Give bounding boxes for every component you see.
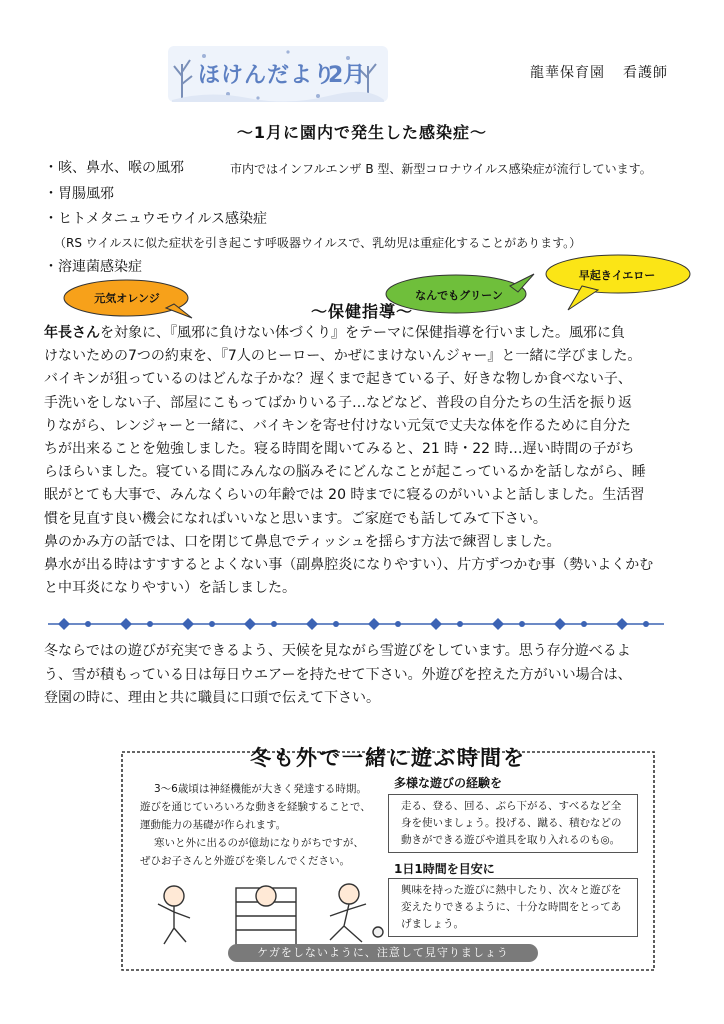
snowflake-mark [182,618,194,630]
panel-line: 身を使いましょう。投げる、蹴る、積むなどの [401,817,622,829]
snowflake-mark [58,618,70,630]
intro-line: ぜひお子さんと外遊びを楽しんでください。 [140,855,350,867]
box-title: 冬も外で一緒に遊ぶ時間を [250,746,526,770]
paragraph-line: う、雪が積もっている日は毎日ウエアーを持たせて下さい。外遊びを控えた方がいい場合は、 [44,666,632,683]
intro-line: 遊びを通じていろいろな動きを経験することで、 [140,801,371,813]
paragraph-line: けないための7つの約束を、『7人のヒーロー、かぜにまけないんジャー』と一緒に学びました。 [44,348,642,365]
paragraph-line: 慣を見直す良い機会になればいいなと思います。ご家庭でも話してみて下さい。 [44,510,547,527]
children-playing-illustration [144,882,384,952]
panel-line: 変えたりできるように、十分な時間をとってあ [401,901,622,913]
snowflake-dot [209,621,215,627]
snowflake-dot [333,621,339,627]
infection-item: ・胃腸風邪 [44,186,114,202]
panel-line: 動きができる遊びや道具を取り入れるのも◎。 [401,834,621,846]
safety-footer-bar: ケガをしないように、注意して見守りましょう [228,944,538,962]
panel-line: 興味を持った遊びに熱中したり、次々と遊びを [401,884,622,896]
paragraph-line: 眠がとても大事で、みんなくらいの年齢では 20 時までに寝るのがいいよと話しました。生活習 [44,487,645,504]
organization-info [530,62,668,82]
paragraph-line: バイキンが狙っているのはどんな子かな？遅くまで起きている子、好きな物しか食べない子、 [44,371,632,388]
snowflake-divider [44,614,690,634]
header-logo [168,44,388,104]
snowflake-mark [430,618,442,630]
yellow-bubble-label: 早起きイエロー [578,269,656,282]
infection-sub-note: （RS ウイルスに似た症状を引き起こす呼吸器ウイルスで、乳幼児は重症化することがあります。） [54,236,582,250]
snowflake-mark [306,618,318,630]
orange-bubble-label: 元気オレンジ [94,292,160,305]
infection-item: ・ヒトメタニュウモウイルス感染症 [44,211,268,227]
infection-item: ・溶連菌感染症 [44,259,142,275]
snowflake-mark [554,618,566,630]
paragraph-line: りながら、レンジャーと一緒に、バイキンを寄せ付けない元気で丈夫な体を作るために自分た [44,417,631,434]
paragraph-line: 鼻のかみ方の話では、口を閉じて鼻息でティッシュを揺らす方法で練習しました。 [44,533,561,550]
panel-line: 走る、登る、回る、ぶら下がる、すべるなど全 [401,800,622,812]
org-role: 看護師 [623,65,668,81]
snowflake-dot [85,621,91,627]
one-hour-panel [388,878,638,937]
paragraph-line: 冬ならではの遊びが充実できるよう、天候を見ながら雪遊びをしています。思う存分遊べるよ [44,643,631,659]
paragraph-line: 手洗いをしない子、部屋にこもってばかりいる子…などなど、普段の自分たちの生活を振り返 [44,394,632,411]
outdoor-play-box [118,742,658,974]
panel-line: げましょう。 [401,918,464,930]
snowflake-mark [368,618,380,630]
variety-panel [388,794,638,853]
snowflake-mark [244,618,256,630]
variety-heading: 多様な遊びの経験を [394,776,503,790]
one-hour-heading: 1日1時間を目安に [394,862,495,876]
line-text: を対象に、『風邪に負けない体づくり』をテーマに保健指導を行いました。風邪に負 [100,325,625,341]
intro-line: 運動能力の基礎が作られます。 [140,819,287,831]
section1-title: ～1月に園内で発生した感染症～ [236,123,488,142]
snowflake-dot [581,621,587,627]
org-name: 龍華保育園 [530,65,605,81]
green-bubble-label: なんでもグリーン [415,289,503,302]
snowflake-dot [519,621,525,627]
paragraph-line: 登園の時に、理由と共に職員に口頭で伝えて下さい。 [44,690,380,706]
paragraph-line: ちが出来ることを勉強しました。寝る時間を聞いてみると、21 時・22 時…遅い時間の子がち [44,441,635,458]
winter-play-text [44,640,694,711]
paragraph-line: と中耳炎になりやすい）を話しました。 [44,580,296,597]
paragraph-line: らほらいました。寝ている間にみんなの脳みそにどんなことが起こっているかを話しながら、睡 [44,464,646,481]
infection-item: ・咳、鼻水、喉の風邪 [44,160,184,176]
header-logo-text: ほけんだより [198,63,337,88]
section2-title: ～保健指導～ [310,302,413,321]
paragraph-line [44,322,684,345]
intro-line: 寒いと外に出るのが億劫になりがちですが、 [154,837,364,849]
snowflake-mark [492,618,504,630]
snowflake-dot [395,621,401,627]
health-guidance-text [44,322,684,600]
snowflake-dot [271,621,277,627]
snowflake-dot [457,621,463,627]
snowflake-mark [616,618,628,630]
header-month: 2月 [328,63,366,88]
snowflake-mark [120,618,132,630]
infection-note: 市内ではインフルエンザ B 型、新型コロナウイルス感染症が流行しています。 [230,162,652,176]
snowflake-dot [147,621,153,627]
lead-bold-text: 年長さん [44,325,100,341]
paragraph-line: 鼻水が出る時はすすするとよくない事（副鼻腔炎になりやすい）、片方ずつかむ事（勢いよくかむ [44,557,654,574]
intro-line: 3～6歳頃は神経機能が大きく発達する時期。 [154,783,367,795]
snowflake-dot [643,621,649,627]
box-intro [140,780,400,870]
